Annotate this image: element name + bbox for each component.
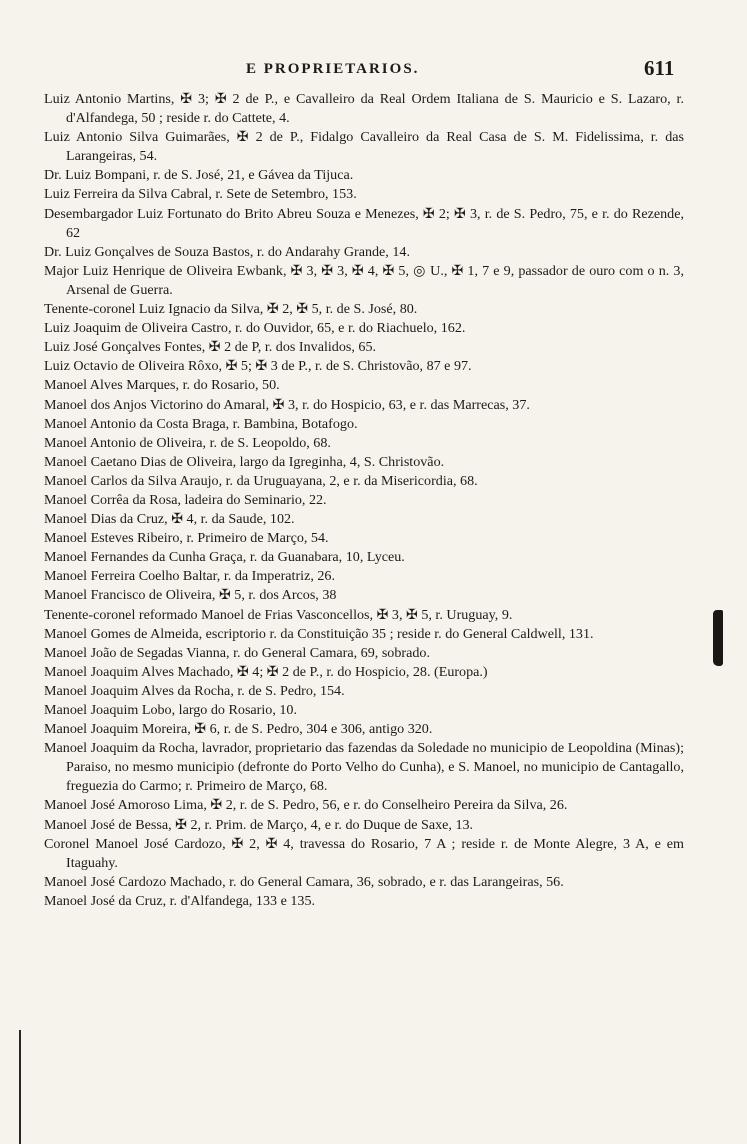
directory-entry: Manoel Dias da Cruz, ✠ 4, r. da Saude, 102. xyxy=(44,511,295,528)
directory-entry: Manoel Ferreira Coelho Baltar, r. da Imperatriz, 26. xyxy=(44,568,335,585)
directory-entries xyxy=(44,90,684,911)
directory-entry: Manoel José de Bessa, ✠ 2, r. Prim. de Março, 4, e r. do Duque de Saxe, 13. xyxy=(44,816,474,833)
directory-entry: Luiz José Gonçalves Fontes, ✠ 2 de P, r. dos Invalidos, 65. xyxy=(44,339,377,356)
directory-entry: Luiz Antonio Martins, ✠ 3; ✠ 2 de P., e Cavalleiro da Real Ordem Italiana de S. Mauricio e S. Lazaro, r. d'Alfandega, 50 ; reside r. do Cattete, 4. xyxy=(44,91,684,127)
directory-entry: Manoel Antonio de Oliveira, r. de S. Leopoldo, 68. xyxy=(44,434,331,451)
directory-entry: Manoel Joaquim Alves da Rocha, r. de S. Pedro, 154. xyxy=(44,682,345,699)
directory-entry: Manoel Antonio da Costa Braga, r. Bambina, Botafogo. xyxy=(44,415,358,432)
directory-entry: Dr. Luiz Bompani, r. de S. José, 21, e Gávea da Tijuca. xyxy=(44,167,354,184)
directory-entry: Manoel dos Anjos Victorino do Amaral, ✠ 3, r. do Hospicio, 63, e r. das Marrecas, 37. xyxy=(44,396,530,413)
page-header xyxy=(0,58,747,88)
directory-entry: Luiz Octavio de Oliveira Rôxo, ✠ 5; ✠ 3 de P., r. de S. Christovão, 87 e 97. xyxy=(44,358,472,375)
directory-entry: Manoel Francisco de Oliveira, ✠ 5, r. dos Arcos, 38 xyxy=(44,587,337,604)
margin-rule xyxy=(19,1030,21,1144)
directory-entry: Dr. Luiz Gonçalves de Souza Bastos, r. do Andarahy Grande, 14. xyxy=(44,243,410,260)
directory-entry: Luiz Joaquim de Oliveira Castro, r. do Ouvidor, 65, e r. do Riachuelo, 162. xyxy=(44,320,466,337)
directory-entry: Manoel Corrêa da Rosa, ladeira do Seminario, 22. xyxy=(44,491,327,508)
running-title: E PROPRIETARIOS. xyxy=(246,61,420,77)
directory-entry: Manoel Alves Marques, r. do Rosario, 50. xyxy=(44,377,280,394)
directory-entry: Manoel José da Cruz, r. d'Alfandega, 133 e 135. xyxy=(44,892,316,909)
directory-entry: Manoel Joaquim Lobo, largo do Rosario, 10. xyxy=(44,702,298,718)
directory-entry: Manoel José Amoroso Lima, ✠ 2, r. de S. Pedro, 56, e r. do Conselheiro Pereira da Silva, 26. xyxy=(44,797,568,814)
directory-entry: Manoel Caetano Dias de Oliveira, largo da Igreginha, 4, S. Christovão. xyxy=(44,453,445,470)
directory-entry: Manoel Joaquim da Rocha, lavrador, proprietario das fazendas da Soledade no municipio de Leopoldina (Minas); Paraiso, no mesmo municipio (defronte do Porto Velho do Cunha), e S. Manoel, no municipio de Cantagallo, freguezia do Carmo; r. Primeiro de Março, 68. xyxy=(44,740,684,795)
directory-entry: Luiz Antonio Silva Guimarães, ✠ 2 de P., Fidalgo Cavalleiro da Real Casa de S. M. Fidelissima, r. das Larangeiras, 54. xyxy=(44,129,684,165)
directory-entry: Manoel Esteves Ribeiro, r. Primeiro de Março, 54. xyxy=(44,530,329,547)
directory-entry: Luiz Ferreira da Silva Cabral, r. Sete de Setembro, 153. xyxy=(44,186,357,203)
directory-entry: Major Luiz Henrique de Oliveira Ewbank, ✠ 3, ✠ 3, ✠ 4, ✠ 5, ◎ U., ✠ 1, 7 e 9, passador de ouro com o n. 3, Arsenal de Guerra. xyxy=(44,262,684,298)
directory-entry: Coronel Manoel José Cardozo, ✠ 2, ✠ 4, travessa do Rosario, 7 A ; reside r. de Monte Alegre, 3 A, e em Itaguahy. xyxy=(44,835,684,871)
directory-entry: Manoel Fernandes da Cunha Graça, r. da Guanabara, 10, Lyceu. xyxy=(44,549,405,566)
page-number: 611 xyxy=(644,56,675,80)
directory-entry: Desembargador Luiz Fortunato do Brito Abreu Souza e Menezes, ✠ 2; ✠ 3, r. de S. Pedro, 75, e r. do Rezende, 62 xyxy=(44,205,684,241)
ink-blot-mark xyxy=(713,610,723,666)
directory-entry: Manoel João de Segadas Vianna, r. do General Camara, 69, sobrado. xyxy=(44,644,430,661)
directory-entry: Manoel Gomes de Almeida, escriptorio r. da Constituição 35 ; reside r. do General Caldwell, 131. xyxy=(44,625,594,642)
directory-entry: Manoel Joaquim Moreira, ✠ 6, r. de S. Pedro, 304 e 306, antigo 320. xyxy=(44,721,433,738)
directory-entry: Manoel José Cardozo Machado, r. do General Camara, 36, sobrado, e r. das Larangeiras, 56. xyxy=(44,873,564,890)
directory-entry: Tenente-coronel Luiz Ignacio da Silva, ✠ 2, ✠ 5, r. de S. José, 80. xyxy=(44,301,418,318)
directory-entry: Manoel Carlos da Silva Araujo, r. da Uruguayana, 2, e r. da Misericordia, 68. xyxy=(44,472,478,489)
directory-entry: Tenente-coronel reformado Manoel de Frias Vasconcellos, ✠ 3, ✠ 5, r. Uruguay, 9. xyxy=(44,606,513,623)
directory-entry: Manoel Joaquim Alves Machado, ✠ 4; ✠ 2 de P., r. do Hospicio, 28. (Europa.) xyxy=(44,663,488,680)
